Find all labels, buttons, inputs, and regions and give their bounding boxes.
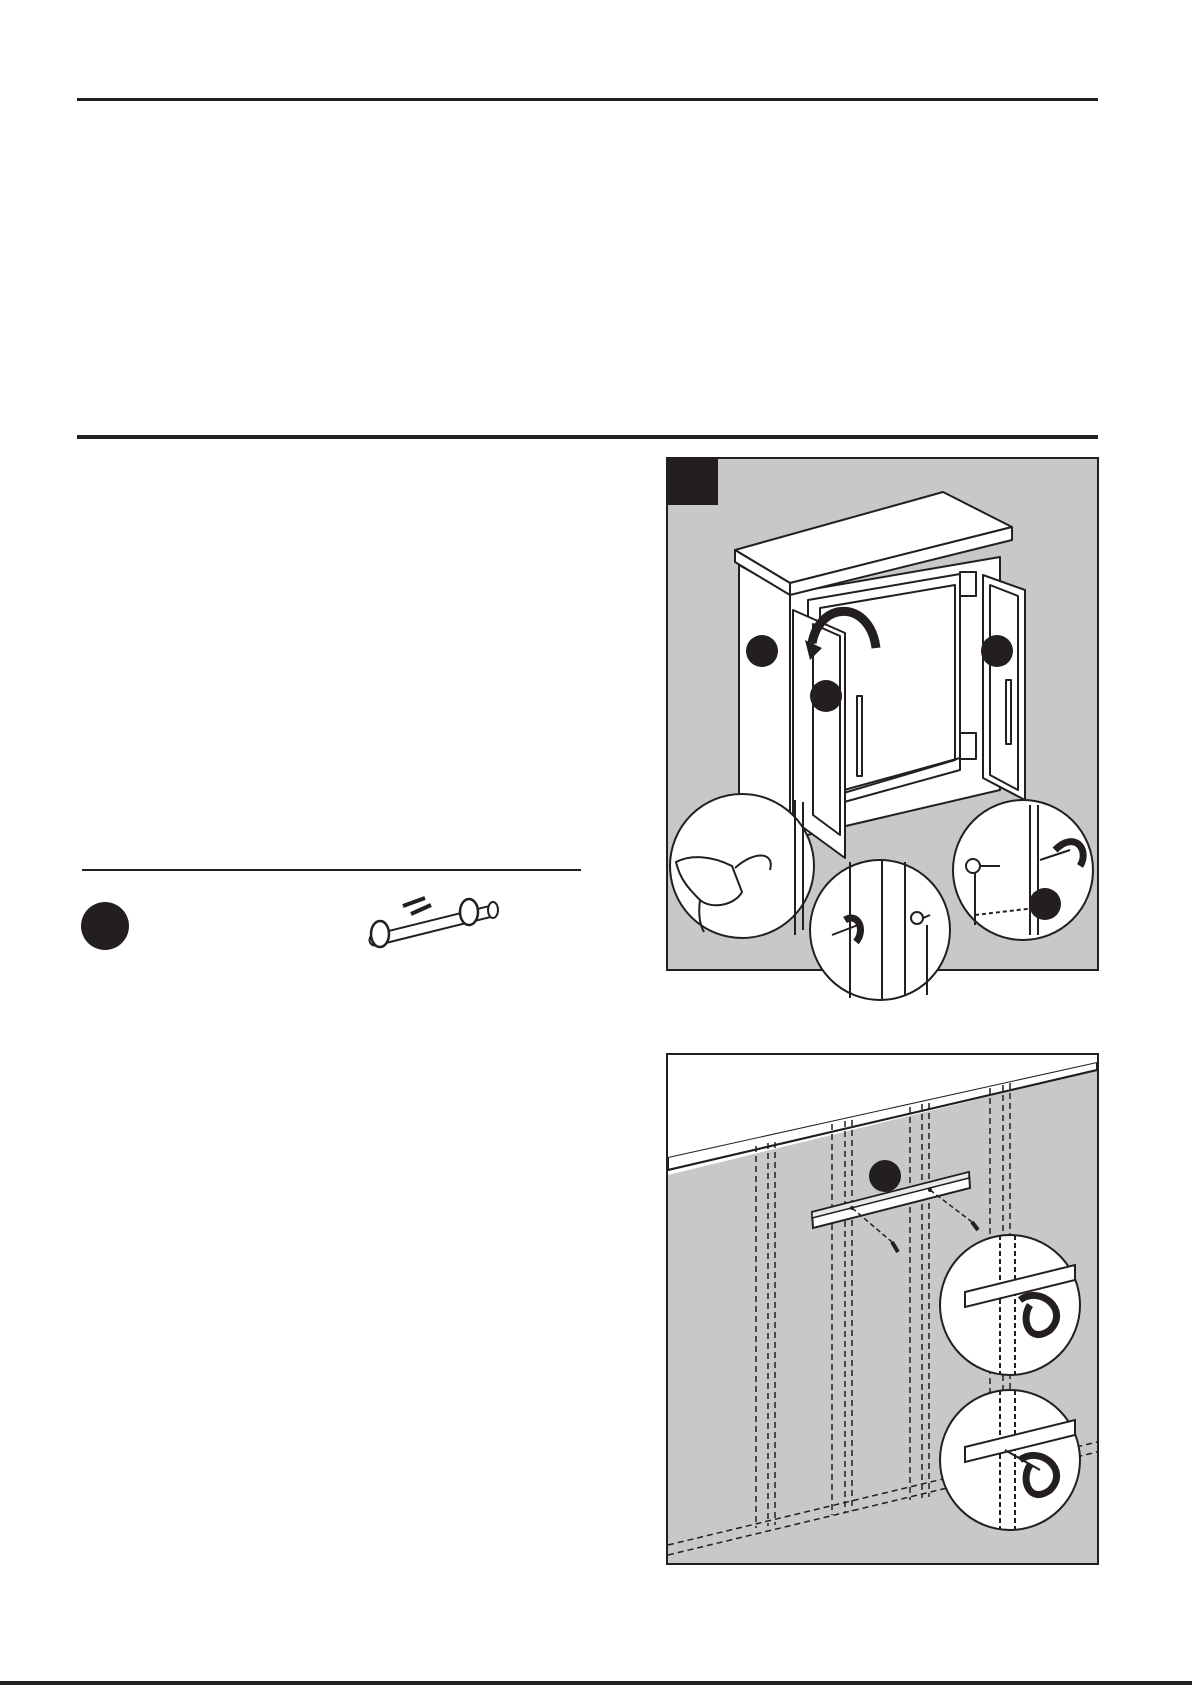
step-two-panel [666, 1053, 1099, 1565]
bottom-edge [0, 1681, 1192, 1685]
top-divider [77, 98, 1098, 101]
parts-divider [82, 869, 581, 871]
step-two-tab [668, 1055, 718, 1101]
step-one-tab [668, 459, 718, 505]
part-badge [81, 902, 129, 950]
section-divider [77, 435, 1098, 439]
step-one-panel [666, 457, 1099, 971]
